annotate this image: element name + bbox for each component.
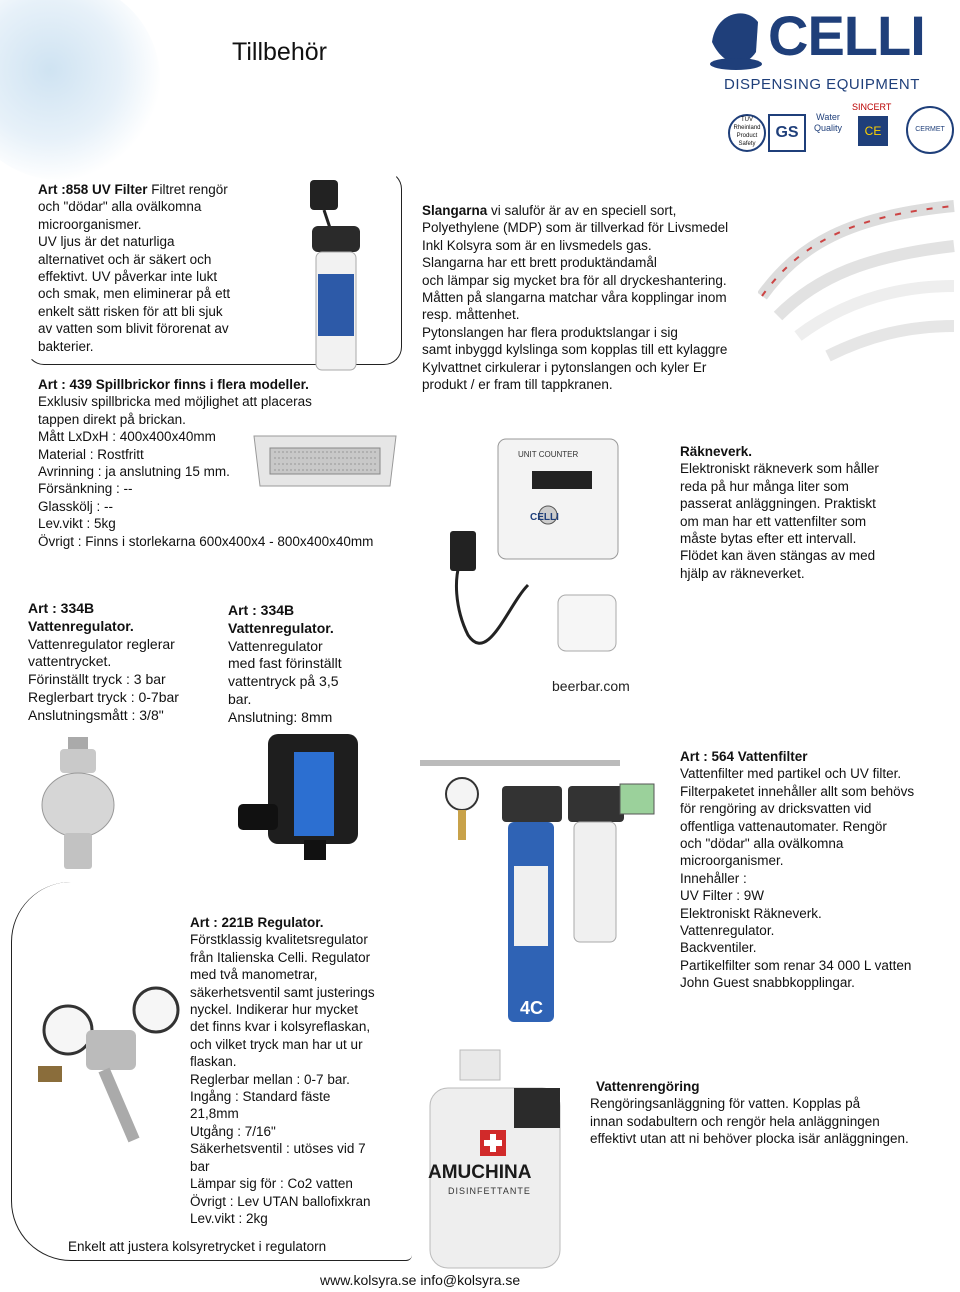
rakneverk-line: passerat anläggningen. Praktiskt bbox=[680, 496, 876, 512]
brand-name: CELLI bbox=[768, 4, 925, 67]
vattenregulator-2-line: Anslutning: 8mm bbox=[228, 708, 333, 725]
vattenrengoring-line: Rengöringsanläggning för vatten. Kopplas på bbox=[590, 1096, 861, 1112]
vattenfilter-line: Filterpaketet innehåller allt som behövs bbox=[680, 783, 915, 799]
vattenregulator-2-line: bar. bbox=[228, 690, 252, 707]
regulator-line: Säkerhetsventil : utöses vid 7 bbox=[190, 1141, 366, 1157]
uv-filter-line: och smak, men eliminerar på ett bbox=[38, 286, 231, 302]
vattenregulator-1-line: Reglerbart tryck : 0-7bar bbox=[28, 688, 179, 705]
vattenfilter-line: John Guest snabbkopplingar. bbox=[680, 975, 855, 991]
vattenrengoring-line: innan sodabultern och rengör hela anläggningen bbox=[590, 1113, 880, 1129]
black-regulator-photo bbox=[234, 724, 364, 864]
water-filter-system-photo bbox=[418, 736, 662, 1032]
ce-badge-icon bbox=[858, 116, 888, 146]
water-quality-badge-icon bbox=[808, 112, 848, 150]
gs-label: GS bbox=[775, 124, 799, 141]
slangarna-line: Slangarna har ett brett produktändamål bbox=[422, 255, 657, 271]
celli-logo bbox=[706, 2, 958, 160]
regulator-line: det finns kvar i kolsyreflaskan, bbox=[190, 1019, 371, 1035]
drip-tray-photo bbox=[250, 428, 400, 496]
slangarna-heading: Slangarna bbox=[422, 203, 488, 218]
vattenfilter-line: UV Filter : 9W bbox=[680, 888, 765, 904]
vattenregulator-1-line: Anslutningsmått : 3/8" bbox=[28, 706, 164, 723]
uv-filter-line: Filtret rengör bbox=[147, 182, 228, 197]
regulator-line: och vilket tryck man har ut ur bbox=[190, 1036, 363, 1052]
regulator-line: med två manometrar, bbox=[190, 967, 318, 983]
slangarna-section bbox=[422, 202, 752, 393]
vattenfilter-heading: Art : 564 Vattenfilter bbox=[680, 749, 808, 764]
regulator-section bbox=[190, 914, 408, 1227]
vattenfilter-line: Backventiler. bbox=[680, 940, 757, 956]
ce-label: CE bbox=[864, 124, 882, 138]
unit-counter-label: UNIT COUNTER bbox=[518, 450, 579, 459]
bottle-sub-label: DISINFETTANTE bbox=[448, 1186, 531, 1196]
spillbricka-line: Försänkning : -- bbox=[38, 481, 133, 497]
slangarna-line: och lämpar sig mycket bra för all dryckeshantering. bbox=[422, 272, 727, 288]
spillbricka-line: Material : Rostfritt bbox=[38, 446, 144, 462]
certification-badges bbox=[728, 102, 958, 156]
spillbricka-line: Avrinning : ja anslutning 15 mm. bbox=[38, 464, 230, 480]
regulator-line: från Italienska Celli. Regulator bbox=[190, 949, 371, 965]
co2-regulator-photo bbox=[24, 970, 184, 1160]
vattenregulator-1-line: Vattenregulator reglerar bbox=[28, 635, 175, 652]
regulator-line: Ingång : Standard fäste bbox=[190, 1089, 331, 1105]
slangarna-line: vi saluför är av en speciell sort, bbox=[487, 203, 677, 218]
slangarna-line: Pytonslangen har flera produktslangar i sig bbox=[422, 324, 678, 340]
regulator-line: Reglerbar mellan : 0-7 bar. bbox=[190, 1071, 350, 1087]
slangarna-line: Kylvattnet cirkulerar i pytonslangen och kyler Er bbox=[422, 359, 707, 375]
rakneverk-line: hjälp av räkneverket. bbox=[680, 565, 805, 581]
rakneverk-line: om man har ett vattenfilter som bbox=[680, 513, 867, 529]
spillbricka-line: Lev.vikt : 5kg bbox=[38, 516, 116, 532]
vattenregulator-2-line: Vattenregulator bbox=[228, 637, 323, 654]
vattenfilter-line: Vattenregulator. bbox=[680, 923, 775, 939]
bottle-brand-label: AMUCHINA bbox=[428, 1162, 532, 1183]
uv-filter-photo bbox=[290, 178, 380, 378]
water-drop-decoration bbox=[0, 0, 160, 180]
vattenregulator-2-art: Art : 334B bbox=[228, 602, 295, 618]
spillbricka-heading: Art : 439 Spillbrickor finns i flera modeller. bbox=[38, 377, 309, 392]
vattenfilter-line: Partikelfilter som renar 34 000 L vatten bbox=[680, 957, 912, 973]
footer-contact[interactable]: www.kolsyra.se info@kolsyra.se bbox=[320, 1272, 521, 1288]
cermet-label: CERMET bbox=[915, 126, 945, 133]
uv-filter-line: UV ljus är det naturliga bbox=[38, 234, 175, 250]
rakneverk-heading: Räkneverk. bbox=[680, 444, 753, 459]
uv-filter-heading: Art :858 UV Filter bbox=[38, 182, 148, 197]
regulator-line: Förstklassig kvalitetsregulator bbox=[190, 932, 368, 948]
uv-filter-line: enkelt sätt risken för att bli sjuk bbox=[38, 303, 223, 319]
counter-brand-label: CELLI bbox=[530, 512, 559, 523]
uv-filter-line: alternativet och är säkert och bbox=[38, 251, 212, 267]
slangarna-line: Måtten på slangarna matchar våra kopplingar inom bbox=[422, 290, 727, 306]
uv-filter-line: effektivt. UV påverkar inte lukt bbox=[38, 269, 218, 285]
vattenfilter-line: Vattenfilter med partikel och UV filter. bbox=[680, 766, 902, 782]
uv-filter-first-line bbox=[38, 181, 278, 198]
vattenregulator-1-line: vattentrycket. bbox=[28, 653, 112, 670]
tuv-label: TÜV Rheinland Product Safety bbox=[733, 117, 761, 147]
vattenfilter-line: microorganismer. bbox=[680, 853, 784, 869]
vattenfilter-section bbox=[680, 748, 950, 992]
vattenregulator-2-line: vattentryck på 3,5 bbox=[228, 673, 339, 690]
unit-counter-photo bbox=[428, 435, 650, 697]
regulator-line: säkerhetsventil samt justerings bbox=[190, 984, 375, 1000]
regulator-line: 21,8mm bbox=[190, 1106, 239, 1122]
rakneverk-section bbox=[680, 443, 940, 582]
vattenfilter-line: för rengöring av dricksvatten vid bbox=[680, 801, 872, 817]
vattenfilter-line: och "dödar" alla ovälkomna bbox=[680, 836, 844, 852]
regulator-heading: Art : 221B Regulator. bbox=[190, 915, 324, 930]
slangarna-first-line bbox=[422, 202, 752, 219]
brass-regulator-photo bbox=[38, 735, 118, 873]
vattenfilter-line: Innehåller : bbox=[680, 870, 747, 886]
gs-badge-icon bbox=[768, 114, 806, 152]
uv-filter-section bbox=[38, 181, 278, 355]
vattenrengoring-line: effektivt utan att ni behöver plocka isär anläggningen. bbox=[590, 1131, 909, 1147]
regulator-line: bar bbox=[190, 1158, 210, 1174]
vattenrengoring-heading: Vattenrengöring bbox=[596, 1079, 700, 1094]
slangarna-line: samt inbyggd kylslinga som kopplas till ett kylaggre bbox=[422, 342, 728, 358]
slangarna-line: Inkl Kolsyra som är en livsmedels gas. bbox=[422, 237, 652, 253]
water-quality-label: Water Quality bbox=[813, 112, 842, 133]
vattenregulator-2-section bbox=[228, 602, 398, 727]
cermet-badge-icon bbox=[906, 106, 954, 154]
spillbricka-line: Mått LxDxH : 400x400x40mm bbox=[38, 429, 216, 445]
filter-model-label: 4C bbox=[520, 998, 544, 1018]
spillbricka-line: tappen direkt på brickan. bbox=[38, 411, 186, 427]
regulator-line: Utgång : 7/16" bbox=[190, 1123, 276, 1139]
uv-filter-line: microorganismer. bbox=[38, 216, 142, 232]
regulator-line: Lämpar sig för : Co2 vatten bbox=[190, 1176, 353, 1192]
vattenrengoring-section bbox=[590, 1078, 950, 1148]
slangarna-line: resp. måttenhet. bbox=[422, 307, 520, 323]
photo-caption: beerbar.com bbox=[552, 678, 630, 694]
rakneverk-line: Flödet kan även stängas av med bbox=[680, 548, 876, 564]
spillbricka-line: Övrigt : Finns i storlekarna 600x400x4 - 800x400x40mm bbox=[38, 533, 374, 549]
uv-filter-line: av vatten som blivit förorenat av bbox=[38, 321, 229, 337]
brand-tagline: DISPENSING EQUIPMENT bbox=[724, 76, 920, 93]
regulator-line: flaskan. bbox=[190, 1054, 237, 1070]
regulator-line: nyckel. Indikerar hur mycket bbox=[190, 1002, 359, 1018]
vattenregulator-1-line: Förinställt tryck : 3 bar bbox=[28, 671, 166, 688]
vattenregulator-1-section bbox=[28, 600, 218, 725]
spillbricka-line: Glasskölj : -- bbox=[38, 498, 114, 514]
sincert-label: SINCERT bbox=[852, 102, 892, 112]
slangarna-line: Polyethylene (MDP) som är tillverkad för Livsmedel bbox=[422, 220, 729, 236]
spillbricka-line: Exklusiv spillbricka med möjlighet att placeras bbox=[38, 394, 312, 410]
rakneverk-line: måste bytas efter ett intervall. bbox=[680, 531, 857, 547]
uv-filter-line: bakterier. bbox=[38, 338, 94, 354]
rakneverk-line: reda på hur många liter som bbox=[680, 478, 849, 494]
vattenregulator-1-heading: Vattenregulator. bbox=[28, 617, 134, 634]
vattenfilter-line: offentliga vattenautomater. Rengör bbox=[680, 818, 887, 834]
regulator-line: Övrigt : Lev UTAN ballofixkran bbox=[190, 1193, 371, 1209]
vattenfilter-line: Elektroniskt Räkneverk. bbox=[680, 905, 822, 921]
tuv-badge-icon bbox=[728, 114, 766, 152]
vattenregulator-2-line: med fast förinställt bbox=[228, 655, 342, 672]
slangarna-line: produkt / er fram till tappkranen. bbox=[422, 377, 613, 393]
hoses-photo bbox=[758, 186, 956, 362]
disinfectant-bottle-photo bbox=[420, 1048, 580, 1272]
vattenregulator-1-art: Art : 334B bbox=[28, 600, 95, 616]
regulator-line: Lev.vikt : 2kg bbox=[190, 1210, 268, 1226]
uv-filter-line: och "dödar" alla ovälkomna bbox=[38, 199, 202, 215]
vattenregulator-2-heading: Vattenregulator. bbox=[228, 619, 334, 636]
page-title: Tillbehör bbox=[232, 38, 327, 66]
rakneverk-line: Elektroniskt räkneverk som håller bbox=[680, 461, 879, 477]
regulator-caption: Enkelt att justera kolsyretrycket i regulatorn bbox=[68, 1239, 327, 1254]
